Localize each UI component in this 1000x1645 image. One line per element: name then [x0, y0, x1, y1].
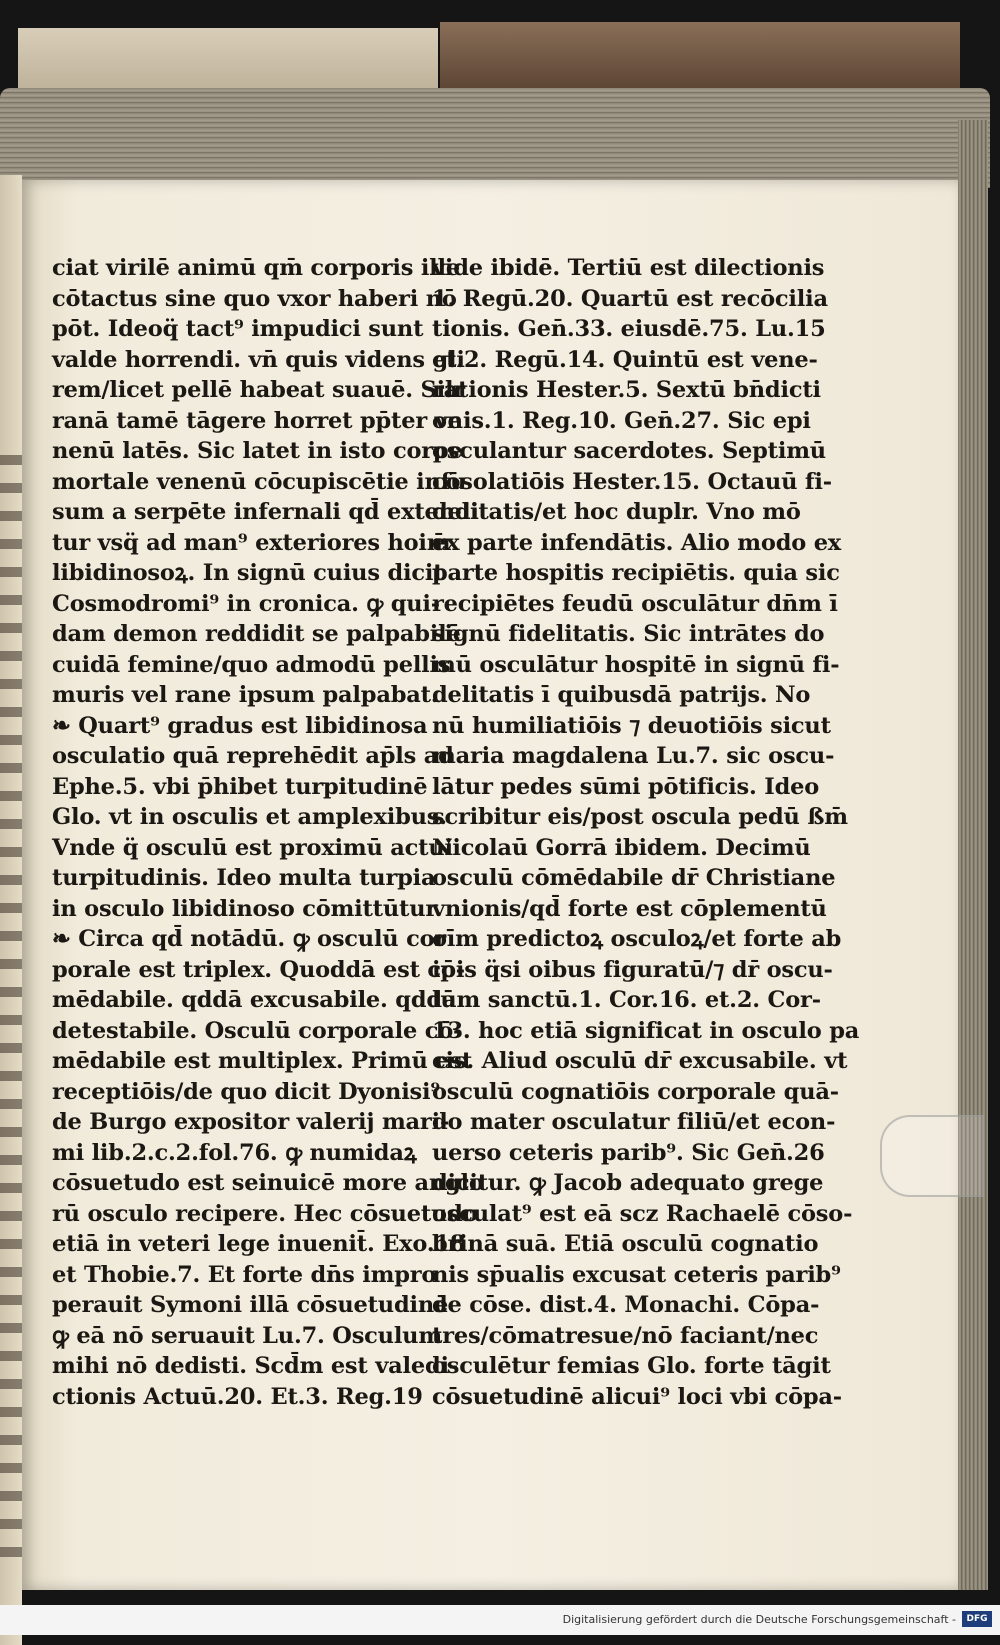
text-line: etiā in veteri lege inuenit̄. Exo.18 — [52, 1231, 466, 1257]
text-line: sum a serpēte infernali qd̄ extendi — [52, 499, 479, 525]
text-line: cōsolatiōis Hester.15. Octauū fi- — [432, 468, 832, 495]
text-line: cis. Aliud osculū dr̄ excusabile. vt — [432, 1048, 848, 1074]
text-line: recipiētes feudū osculātur dn̄m ī — [432, 590, 838, 617]
text-line: pōt. Ideoq̈ tact⁹ impudici sunt — [52, 316, 424, 342]
text-line: mēdabile est multiplex. Primū est — [52, 1048, 473, 1074]
text-line: osculētur femias Glo. forte tāgit — [432, 1353, 831, 1379]
text-line: rationis Hester.5. Sextū bn̄dicti — [432, 377, 821, 403]
text-line: rū osculo recipere. Hec cōsuetudo — [52, 1200, 478, 1227]
text-line: lum sanctū.1. Cor.16. et.2. Cor- — [432, 987, 821, 1013]
text-line: tur vsq̈ ad man⁹ exteriores hoim̄ — [52, 529, 451, 556]
text-line: onis.1. Reg.10. Gen̄.27. Sic epi — [432, 407, 811, 434]
facing-page-edge — [0, 175, 22, 1645]
text-line: detestabile. Osculū corporale cō- — [52, 1017, 463, 1044]
text-line: ranā tamē tāgere horret pp̄ter ve — [52, 407, 462, 434]
text-line: muris vel rane ipsum palpabat. — [52, 682, 439, 708]
footer-credit: Digitalisierung gefördert durch die Deutsche Forschungsgemeinschaft - — [562, 1613, 956, 1626]
text-line: do mater osculatur filiū/et econ- — [432, 1109, 836, 1135]
dfg-logo: DFG — [962, 1611, 992, 1627]
text-line: osculat⁹ est eā scz Rachaelē cōso- — [432, 1200, 853, 1227]
right-text-column — [432, 253, 860, 1412]
text-line: rem/licet pellē habeat suauē. Silr — [52, 377, 465, 403]
text-line: tres/cōmatresue/nō faciant/nec — [432, 1322, 819, 1349]
text-line: mēdabile. qddā excusabile. qddā — [52, 987, 457, 1013]
book-cover-edge — [440, 22, 960, 88]
text-line: scribitur eis/post oscula pedū ßm̄ — [432, 804, 848, 830]
text-line: ❧ Circa qd̄ notādū. ꝙ osculū cor — [52, 926, 447, 952]
text-line: lātur pedes sūmi pōtificis. Ideo — [432, 773, 820, 800]
text-line: maria magdalena Lu.7. sic oscu- — [432, 743, 835, 769]
text-line: delitatis/et hoc duplr. Vno mō — [432, 499, 801, 525]
footer-bar — [0, 1605, 1000, 1635]
text-line: signū fidelitatis. Sic intrātes do — [432, 621, 825, 647]
text-line: Cosmodromi⁹ in cronica. ꝙ qui- — [52, 590, 440, 617]
book-top-edge-left — [18, 28, 438, 88]
text-line: de Burgo expositor valerij mari- — [52, 1109, 450, 1135]
text-line: mū osculātur hospitē in signū fi- — [432, 651, 840, 678]
text-line: et Thobie.7. Et forte dn̄s impro — [52, 1261, 437, 1288]
text-line: osculū cognatiōis corporale quā- — [432, 1078, 839, 1105]
text-line: ❧ Quart⁹ gradus est libidinosa — [52, 712, 428, 739]
text-line: delitatis ī quibusdā patrijs. No — [432, 682, 811, 708]
text-line: porale est triplex. Quoddā est cō- — [52, 956, 465, 983]
text-line: nū humiliatiōis ⁊ deuotiōis sicut — [432, 712, 831, 739]
text-line: cōsuetudo est seinuicē more anglo — [52, 1170, 484, 1196]
text-line: de cōse. dist.4. Monachi. Cōpa- — [432, 1292, 820, 1318]
text-line: in osculo libidinoso cōmittūtur. — [52, 895, 443, 922]
text-line: parte hospitis recipiētis. quia sic — [432, 560, 840, 586]
text-line: Vnde q̈ osculū est proximū actui — [52, 834, 453, 861]
text-line: Glo. vt in osculis et amplexibus. — [52, 804, 447, 830]
text-line: dam demon reddidit se palpabilē — [52, 621, 461, 647]
text-line: Nicolaū Gorrā ibidem. Decimū — [432, 834, 811, 861]
text-line: ciat virilē animū qm̄ corporis ille — [52, 255, 460, 281]
left-text-column — [52, 253, 484, 1412]
text-line: mortale venenū cōcupiscētie infu — [52, 468, 467, 495]
text-line: nis sp̄ualis excusat ceteris parib⁹ — [432, 1261, 841, 1288]
text-line: brinā suā. Etiā osculū cognatio — [432, 1231, 819, 1257]
page-block-edge — [0, 88, 990, 188]
text-line: 1. Regū.20. Quartū est recōcilia — [432, 285, 828, 312]
text-line: mihi nō dedisti. Scd̄m est valedi- — [52, 1353, 458, 1379]
text-line: valde horrendi. vn̄ quis videns gli — [52, 346, 465, 373]
text-line: dicitur. ꝙ Jacob adequato grege — [432, 1170, 824, 1196]
text-line: ctionis Actuū.20. Et.3. Reg.19 — [52, 1383, 423, 1410]
text-line: uerso ceteris parib⁹. Sic Gen̄.26 — [432, 1139, 825, 1166]
text-line: tionis. Gen̄.33. eiusdē.75. Lu.15 — [432, 316, 826, 342]
text-line: turpitudinis. Ideo multa turpia — [52, 865, 436, 891]
text-line: et.2. Regū.14. Quintū est vene- — [432, 346, 818, 373]
page-fore-edge — [958, 120, 988, 1590]
text-line: Ephe.5. vbi p̄hibet turpitudinē — [52, 773, 428, 800]
text-line: 13. hoc etiā significat in osculo pa — [432, 1017, 860, 1044]
text-line: osculatio quā reprehēdit ap̄ls ad — [52, 743, 454, 769]
bookmark-tab — [880, 1115, 984, 1197]
text-line: mi lib.2.c.2.fol.76. ꝙ numidaꝝ — [52, 1139, 417, 1166]
text-line: cōsuetudinē alicui⁹ loci vbi cōpa- — [432, 1383, 842, 1410]
text-line: osculū cōmēdabile dr̄ Christiane — [432, 865, 836, 891]
text-line: cuidā femine/quo admodū pellis — [52, 651, 451, 678]
text-line: osculantur sacerdotes. Septimū — [432, 438, 826, 464]
text-line: cōtactus sine quo vxor haberi nō — [52, 285, 457, 312]
text-line: libidinosoꝝ. In signū cuius dicit — [52, 560, 444, 586]
text-line: receptiōis/de quo dicit Dyonisi⁹ — [52, 1078, 441, 1105]
text-line: vnionis/qd̄ forte est cōplementū — [432, 895, 827, 922]
text-line: ex parte infendātis. Alio modo ex — [432, 529, 842, 556]
text-line: ꝙ eā nō seruauit Lu.7. Osculum — [52, 1322, 442, 1349]
facing-page-text — [0, 455, 22, 1565]
text-line: perauit Symoni illā cōsuetudinē — [52, 1292, 449, 1318]
text-line: ipis q̈si oibus figuratū/⁊ dr̄ oscu- — [432, 956, 833, 983]
text-line: vide ibidē. Tertiū est dilectionis — [432, 255, 825, 281]
text-line: oīm predictoꝝ osculoꝝ/et forte ab — [432, 926, 842, 952]
text-line: nenū latēs. Sic latet in isto corpe — [52, 438, 463, 464]
